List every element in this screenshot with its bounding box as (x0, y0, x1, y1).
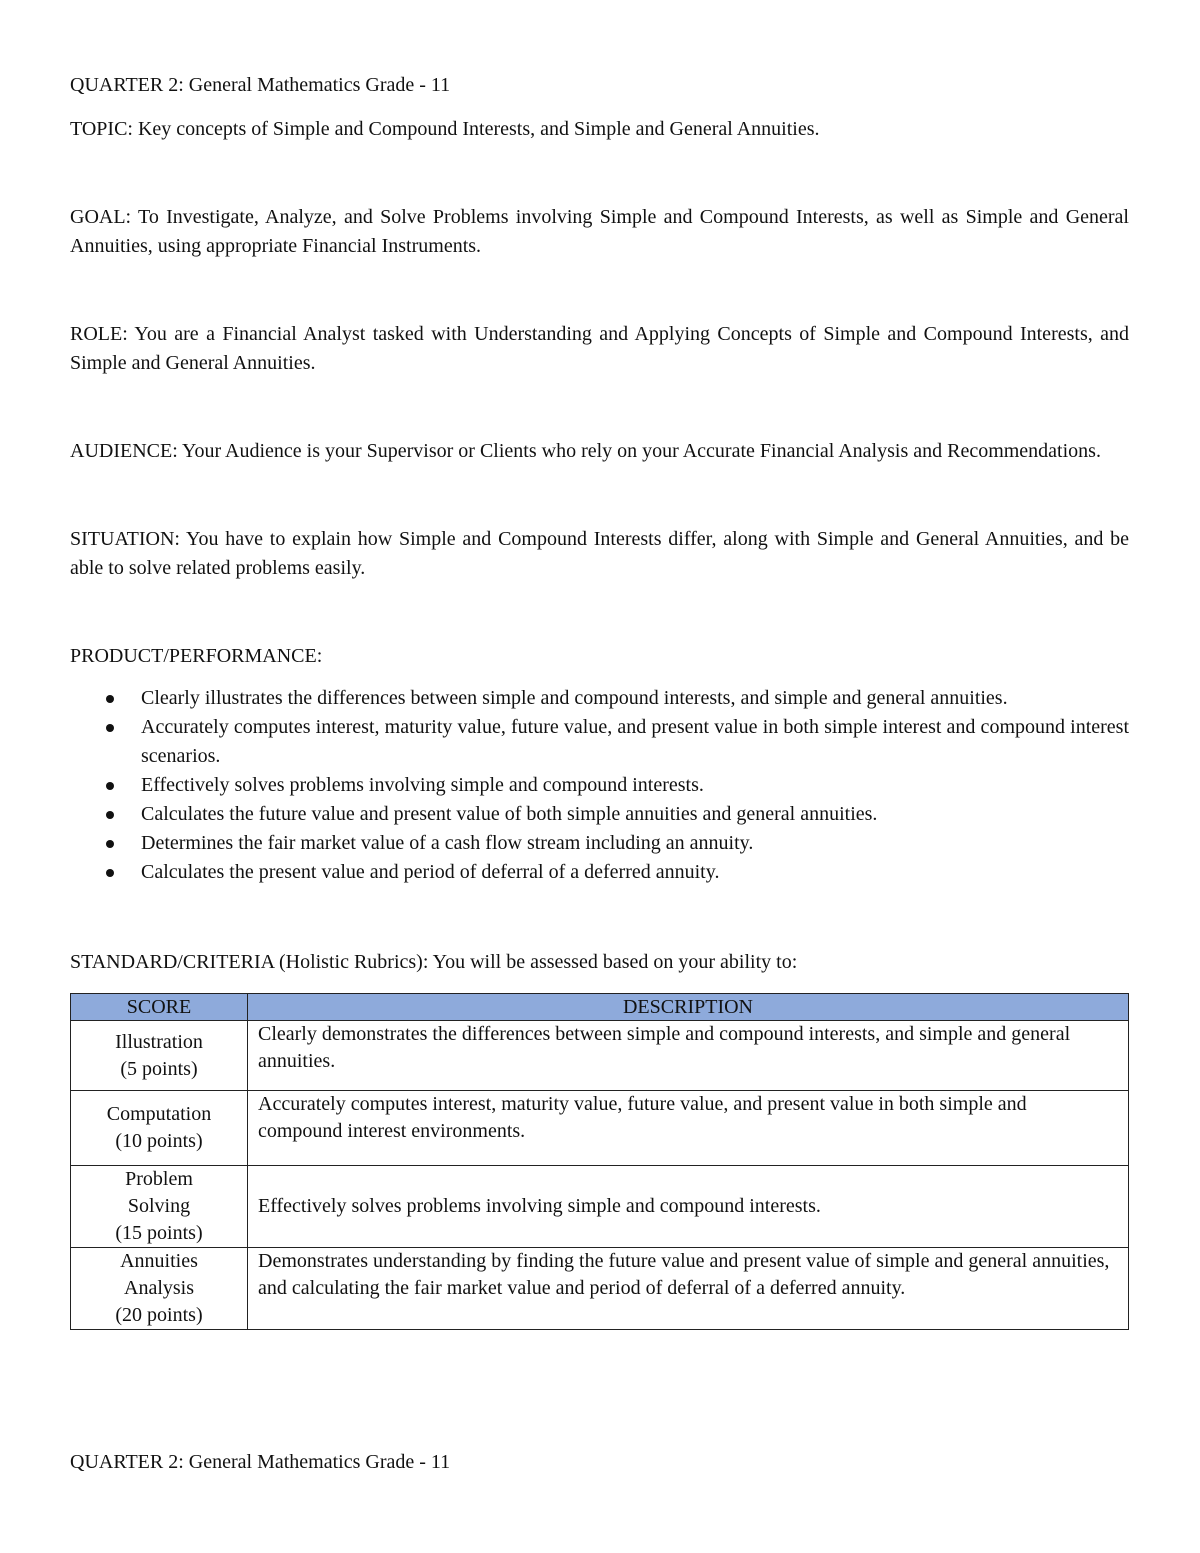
score-label: Annuities (120, 1250, 198, 1272)
rubric-row (71, 1091, 1129, 1166)
situation-paragraph: SITUATION: You have to explain how Simple and Compound Interests differ, along with Simple and General Annuities, and be able to solve related problems easily. (70, 528, 1129, 579)
bullet-icon (106, 869, 114, 877)
score-label: Analysis (124, 1277, 194, 1299)
audience-paragraph: AUDIENCE: Your Audience is your Supervisor or Clients who rely on your Accurate Financial Analysis and Recommendations. (70, 440, 1101, 462)
score-column-header: SCORE (71, 994, 248, 1021)
product-bullet-item (70, 829, 1129, 858)
product-performance-heading: PRODUCT/PERFORMANCE: (70, 645, 323, 667)
score-label: Illustration (115, 1030, 203, 1053)
score-cell (71, 1248, 248, 1330)
product-bullet-text: Clearly illustrates the differences between simple and compound interests, and simple and general annuities. (141, 687, 1008, 709)
product-bullet-text: Calculates the present value and period of deferral of a deferred annuity. (141, 861, 720, 883)
description-cell: Accurately computes interest, maturity value, future value, and present value in both simple and compound interest environments. (248, 1091, 1129, 1166)
description-column-header: DESCRIPTION (248, 994, 1129, 1021)
product-bullet-item (70, 771, 1129, 800)
score-label: Problem (125, 1168, 193, 1190)
rubric-row (71, 1248, 1129, 1330)
product-bullet-text: Accurately computes interest, maturity value, future value, and present value in both simple interest and compound interest scenarios. (141, 716, 1129, 767)
score-label: Computation (106, 1103, 212, 1125)
score-points: (5 points) (120, 1057, 198, 1080)
goal-paragraph: GOAL: To Investigate, Analyze, and Solve Problems involving Simple and Compound Interests, as well as Simple and General Annuities, using appropriate Financial Instruments. (70, 206, 1129, 257)
product-bullet-text: Determines the fair market value of a cash flow stream including an annuity. (141, 832, 754, 854)
rubric-row (71, 1166, 1129, 1248)
criteria-heading: STANDARD/CRITERIA (Holistic Rubrics): You will be assessed based on your ability to: (70, 951, 798, 973)
score-label: Solving (127, 1195, 191, 1217)
quarter-heading: QUARTER 2: General Mathematics Grade - 11 (70, 74, 451, 96)
description-cell: Demonstrates understanding by finding the future value and present value of simple and general annuities, and calculating the fair market value and period of deferral of a deferred annuity. (248, 1248, 1129, 1330)
bullet-icon (106, 782, 114, 790)
rubric-table (70, 993, 1129, 1330)
product-bullet-item (70, 800, 1129, 829)
bullet-icon (106, 840, 114, 848)
score-points: (10 points) (115, 1130, 203, 1152)
score-cell (71, 1021, 248, 1091)
product-bullet-list (70, 684, 1129, 887)
rubric-row (71, 1021, 1129, 1091)
description-cell: Clearly demonstrates the differences between simple and compound interests, and simple and general annuities. (248, 1021, 1129, 1091)
description-cell: Effectively solves problems involving simple and compound interests. (248, 1166, 1129, 1248)
bullet-icon (106, 724, 114, 732)
bullet-icon (106, 695, 114, 703)
rubric-header-row (71, 994, 1129, 1021)
product-bullet-text: Calculates the future value and present value of both simple annuities and general annuities. (141, 803, 878, 825)
role-paragraph: ROLE: You are a Financial Analyst tasked with Understanding and Applying Concepts of Simple and Compound Interests, and Simple and General Annuities. (70, 323, 1129, 374)
score-cell (71, 1091, 248, 1166)
product-bullet-item (70, 713, 1129, 771)
product-bullet-item (70, 858, 1129, 887)
score-points: (20 points) (115, 1304, 203, 1326)
topic-line: TOPIC: Key concepts of Simple and Compound Interests, and Simple and General Annuities. (70, 118, 820, 140)
document-page (70, 71, 1129, 1330)
product-bullet-item (70, 684, 1129, 713)
score-cell (71, 1166, 248, 1248)
bullet-icon (106, 811, 114, 819)
product-bullet-text: Effectively solves problems involving simple and compound interests. (141, 774, 704, 796)
score-points: (15 points) (115, 1222, 203, 1244)
footer-quarter-line: QUARTER 2: General Mathematics Grade - 11 (70, 1451, 451, 1473)
